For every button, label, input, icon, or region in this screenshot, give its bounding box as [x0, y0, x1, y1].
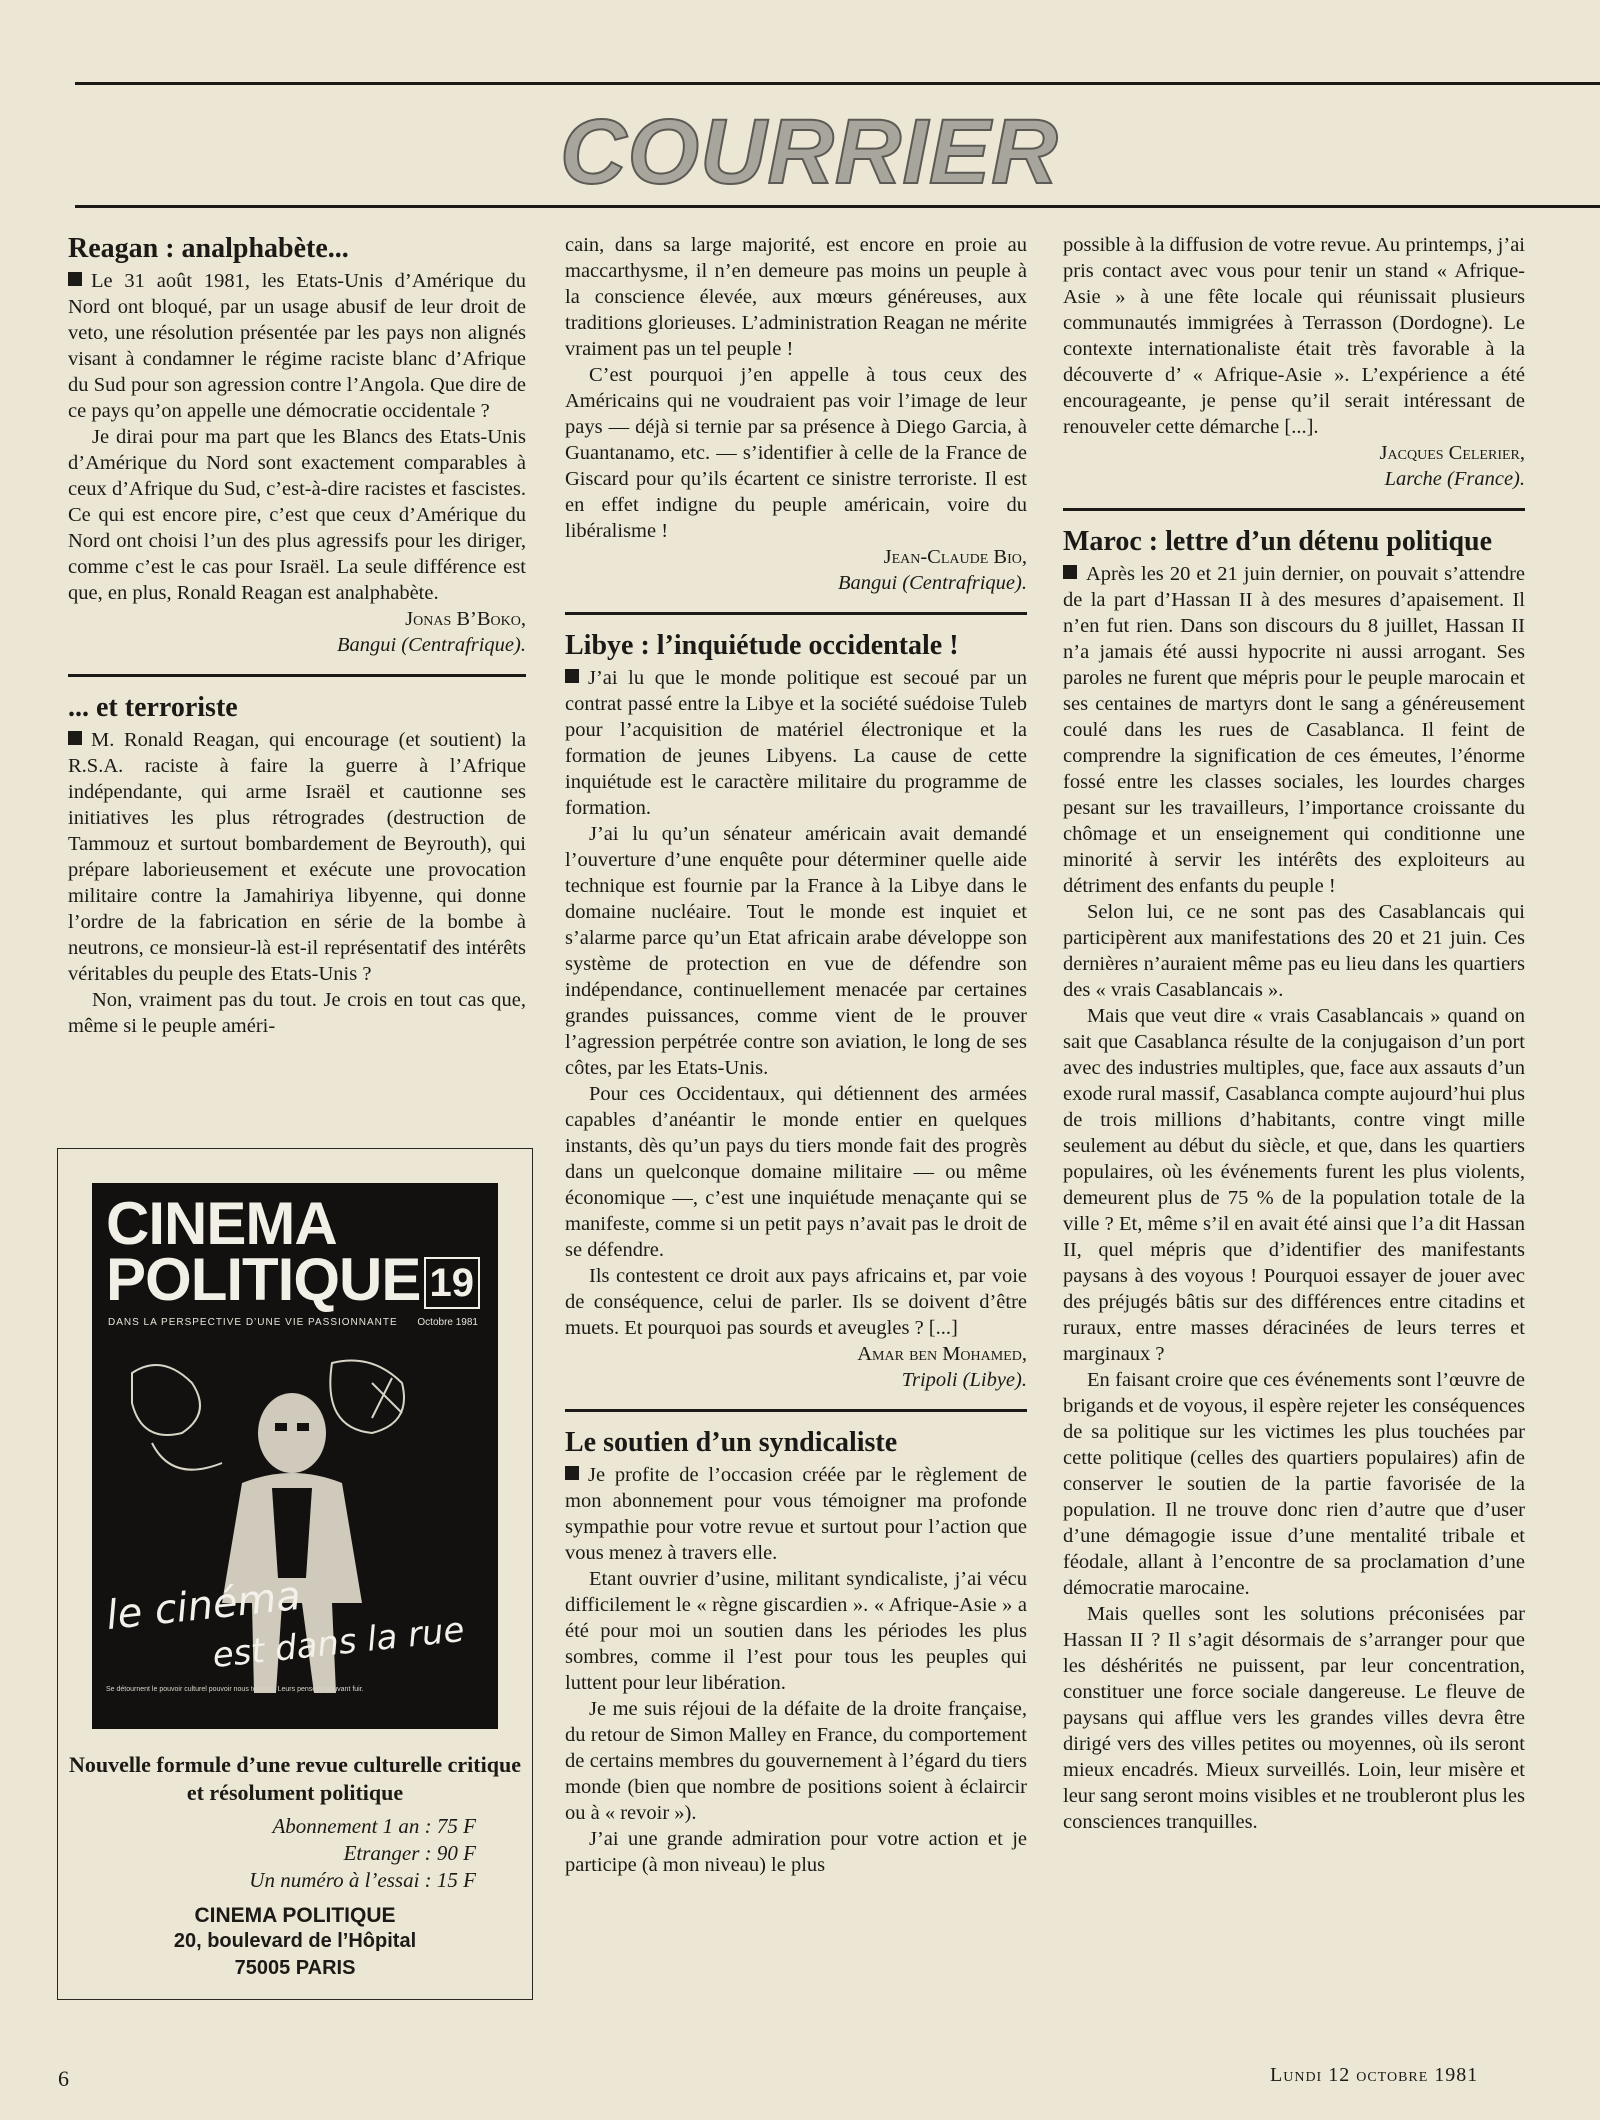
- letter-title-libye: Libye : l’inquiétude occidentale !: [565, 630, 959, 661]
- letter-signature: Jacques Celerier,: [1379, 442, 1525, 464]
- divider: [1063, 508, 1525, 511]
- letter-paragraph: Le 31 août 1981, les Etats-Unis d’Amérique du Nord ont bloqué, par un usage abusif de leur droit de veto, une résolution présentée par les pays non alignés visant à condamner le régime raciste blanc d’Afrique du Sud pour son agression contre l’Angola. Que dire de ce pays qu’on appelle une démocratie occidentale ?: [68, 270, 526, 422]
- cover-month: Octobre 1981: [417, 1317, 478, 1328]
- letter-paragraph: En faisant croire que ces événements sont l’œuvre de brigands et de voyous, il espère rejeter les conséquences de sa politique sur les victimes les plus touchées par cette politique (celles des quartiers populaires) afin de conserver le soutien de la partie favorisée de la population. Il ne trouve donc rien d’autre que d’user d’une démagogie issue d’une mentalité tribale et féodale, allant à l’encontre de sa proclamation d’une démocratie marocaine.: [1063, 1369, 1525, 1599]
- column-2: [565, 232, 1027, 1878]
- letter-location: Larche (France).: [1384, 468, 1525, 490]
- divider: [68, 674, 526, 677]
- letter-signature: Jonas B’Boko,: [405, 608, 526, 630]
- letter-paragraph: Mais que veut dire « vrais Casablancais » quand on sait que Casablanca résulte de la conjugaison d’un port avec des industries multiples, que, face aux assauts d’un exode rural massif, Casablanca compte aujourd’hui plus de trois millions d’habitants, contre vingt mille seulement au début du siècle, et que, dans les quartiers populaires, où les événements furent les plus violents, demeurent plus de 75 % de la population totale de la ville ? Et, même s’il en avait été ainsi que l’a dit Hassan II, quel mépris que d’identifier des manifestants paysans à des voyous ! Pourquoi essayer de jouer avec des préjugés bâtis sur des différences entre citadins et ruraux, entre masses déracinées de leurs terres et marginaux ?: [1063, 1005, 1525, 1365]
- page-number: 6: [58, 2066, 69, 2091]
- ad-address-line: 20, boulevard de l’Hôpital: [173, 1930, 417, 1952]
- letter-paragraph: Je dirai pour ma part que les Blancs des Etats-Unis d’Amérique du Nord sont exactement comparables à ceux d’Afrique du Sud, c’est-à-dire racistes et fascistes. Ce qui est encore pire, c’est que ceux d’Amérique du Nord ont choisi l’un des plus agressifs pour les diriger, comme c’est le cas pour Israël. La seule différence est que, en plus, Ronald Reagan est analphabète.: [68, 426, 526, 604]
- ad-price-line: Abonnement 1 an : 75 F: [272, 1814, 476, 1838]
- letter-location: Bangui (Centrafrique).: [336, 634, 526, 656]
- ad-price-line: Un numéro à l’essai : 15 F: [249, 1868, 476, 1892]
- letter-location: Bangui (Centrafrique).: [837, 572, 1027, 594]
- letter-paragraph: Ils contestent ce droit aux pays africains et, par voie de conséquence, celui de parler. Ils se doivent d’être muets. Et pourquoi pas sourds et aveugles ? [...]: [565, 1265, 1027, 1339]
- letter-paragraph: Pour ces Occidentaux, qui détiennent des armées capables d’anéantir le monde entier en quelques instants, dès qu’un pays du tiers monde fait des progrès dans un quelconque domaine militaire — ou même économique —, c’est une inquiétude menaçante qui se manifeste, comme si un petit pays n’avait pas le droit de se défendre.: [565, 1083, 1027, 1261]
- letter-paragraph-continuation: possible à la diffusion de votre revue. Au printemps, j’ai pris contact avec vous pour tenir un stand « Afrique-Asie » à une fête locale qui réunissait plusieurs communautés immigrées à Terrasson (Dordogne). Le contexte internationaliste était très favorable à la découverte d’ « Afrique-Asie ». L’expérience a été encourageante, je pense qu’il serait intéressant de renouveler cette démarche [...].: [1063, 234, 1525, 438]
- letter-title-terroriste: ... et terroriste: [68, 692, 238, 723]
- section-title: COURRIER: [560, 101, 1059, 203]
- column-1: [68, 232, 526, 1039]
- letter-paragraph: Je profite de l’occasion créée par le règlement de mon abonnement pour vous témoigner ma profonde sympathie pour votre revue et surtout pour l’action que vous menez à travers elle.: [565, 1464, 1027, 1564]
- letter-paragraph: M. Ronald Reagan, qui encourage (et soutient) la R.S.A. raciste à faire la guerre à l’Afrique indépendante, qui arme Israël et cautionne ses initiatives les plus rétrogrades (destruction de Tammouz et surtout bombardement de Beyrouth), qui prépare laborieusement et exécute une provocation militaire contre la Jamahiriya libyenne, qui donne l’ordre de la fabrication en série de la bombe à neutrons, ce monsieur-là est-il représentatif des intérêts véritables du peuple des Etats-Unis ?: [68, 729, 526, 985]
- bullet-square-icon: [565, 1466, 579, 1480]
- letter-paragraph: Etant ouvrier d’usine, militant syndicaliste, j’ai vécu difficilement le « règne giscardien ». « Afrique-Asie » a été pour moi un soutien dans les périodes les plus sombres, comme il l’est pour tous les peuples qui luttent pour leur libération.: [565, 1568, 1027, 1694]
- letter-paragraph-continued: J’ai une grande admiration pour votre action et je participe (à mon niveau) le plus: [565, 1828, 1027, 1876]
- cover-title-line2: POLITIQUE: [106, 1246, 421, 1313]
- cover-issue-number: 19: [424, 1257, 481, 1309]
- letter-paragraph: J’ai lu que le monde politique est secoué par un contrat passé entre la Libye et la société suédoise Tuleb pour l’acquisition de matériel électronique et la formation de jeunes Libyens. La cause de cette inquiétude est le caractère militaire du programme de formation.: [565, 667, 1027, 819]
- cover-slogan-2: est dans la rue: [210, 1609, 467, 1677]
- letter-paragraph: J’ai lu qu’un sénateur américain avait demandé l’ouverture d’une enquête pour déterminer quelle aide technique est fournie par la France à la Libye dans le domaine nucléaire. Tout le monde est inquiet et s’alarme parce qu’un Etat africain arabe développe son système de protection en vue de défendre son indépendance, continuellement menacée par certaines grandes puissances, comme vient de le prouver l’agression perpétrée contre son aviation, le long de ses côtes, par les Etats-Unis.: [565, 823, 1027, 1079]
- letter-paragraph: Selon lui, ce ne sont pas des Casablancais qui participèrent aux manifestations des 20 et 21 juin. Ces dernières n’auraient même pas eu lieu dans les quartiers des « vrais Casablancais ».: [1063, 901, 1525, 1001]
- letter-paragraph-continuation: cain, dans sa large majorité, est encore en proie au maccarthysme, il n’en demeure pas moins un peuple à la conscience élevée, aux mœurs généreuses, aux traditions glorieuses. L’administration Reagan ne mérite vraiment pas un tel peuple !: [565, 234, 1027, 360]
- bullet-square-icon: [68, 272, 82, 286]
- ad-headline: Nouvelle formule d’une revue culturelle critique et résolument politique: [69, 1752, 521, 1805]
- magazine-cover: [92, 1183, 498, 1729]
- letter-signature: Amar ben Mohamed,: [857, 1343, 1027, 1365]
- letter-title-reagan: Reagan : analphabète...: [68, 233, 349, 264]
- bullet-square-icon: [1063, 565, 1077, 579]
- letter-title-maroc: Maroc : lettre d’un détenu politique: [1063, 526, 1493, 557]
- header-top-rule: [75, 82, 1600, 85]
- column-3: [1063, 232, 1525, 1835]
- letter-paragraph: Je me suis réjoui de la défaite de la droite française, du retour de Simon Malley en France, du comportement de certains membres du gouvernement à l’égard du tiers monde (bien que nombre de positions soient à éclaircir ou à « revoir »).: [565, 1698, 1027, 1824]
- ad-price-line: Etranger : 90 F: [343, 1841, 476, 1865]
- letter-signature: Jean-Claude Bio,: [883, 546, 1027, 568]
- letter-paragraph: Après les 20 et 21 juin dernier, on pouvait s’attendre de la part d’Hassan II à des mesures d’apaisement. Il n’en fut rien. Dans son discours du 8 juillet, Hassan II n’a jamais été aussi hypocrite ni aussi arrogant. Ses paroles ne furent que mépris pour le peuple marocain et ses centaines de martyrs dont le sang a généreusement coulé dans les rues de Casablanca. Il feint de comprendre la signification de ces émeutes, l’énorme fossé entre les classes sociales, les lourdes charges pesant sur les travailleurs, l’importance croissante du chômage et un enseignement qui conditionne une minorité à servir les intérêts des exploiteurs au détriment des enfants du peuple !: [1063, 563, 1525, 897]
- cover-tagline: DANS LA PERSPECTIVE D’UNE VIE PASSIONNANTE: [108, 1317, 398, 1328]
- letter-paragraph-continued: Non, vraiment pas du tout. Je crois en tout cas que, même si le peuple améri-: [68, 989, 526, 1037]
- ad-text-block: [58, 1751, 532, 1982]
- letter-location: Tripoli (Libye).: [901, 1369, 1027, 1391]
- letter-title-syndicaliste: Le soutien d’un syndicaliste: [565, 1427, 898, 1458]
- letter-paragraph: Mais quelles sont les solutions préconisées par Hassan II ? Il s’agit désormais de s’arranger pour que les déshérités ne puissent, par leur concentration, constituer une force sociale dangereuse. Le fleuve de paysans qui afflue vers les grandes villes devra être dirigé vers des villes petites ou moyennes, où ils seront mieux encadrés. Mieux surveillés. Loin, leur misère et leur sang seront moins visibles et ne troubleront plus les consciences tranquilles.: [1063, 1603, 1525, 1833]
- cover-fine-print: Se détournent le pouvoir culturel pouvoir nous tentons. Leurs pensées pouvant fuir.: [106, 1686, 364, 1693]
- cover-title-line1: CINEMA: [106, 1190, 337, 1257]
- cover-slogan-1: le cinéma: [104, 1572, 303, 1640]
- ad-address-line: 75005 PARIS: [234, 1957, 356, 1979]
- divider: [565, 612, 1027, 615]
- header-bottom-rule: [75, 205, 1600, 208]
- bullet-square-icon: [565, 669, 579, 683]
- issue-date: Lundi 12 octobre 1981: [1270, 2064, 1479, 2086]
- letter-paragraph: C’est pourquoi j’en appelle à tous ceux des Américains qui ne voudraient pas voir l’image de leur pays — déjà si ternie par sa présence à Diego Garcia, à Guantanamo, etc. — s’identifier à celle de la France de Giscard pour qu’ils écartent ce sinistre terroriste. Il est en effet indigne du peuple américain, voire du libéralisme !: [565, 364, 1027, 542]
- ad-prices: [58, 1813, 532, 1894]
- ad-publisher-name: CINEMA POLITIQUE: [194, 1904, 396, 1927]
- bullet-square-icon: [68, 731, 82, 745]
- divider: [565, 1409, 1027, 1412]
- cinema-politique-ad: [57, 1148, 533, 2000]
